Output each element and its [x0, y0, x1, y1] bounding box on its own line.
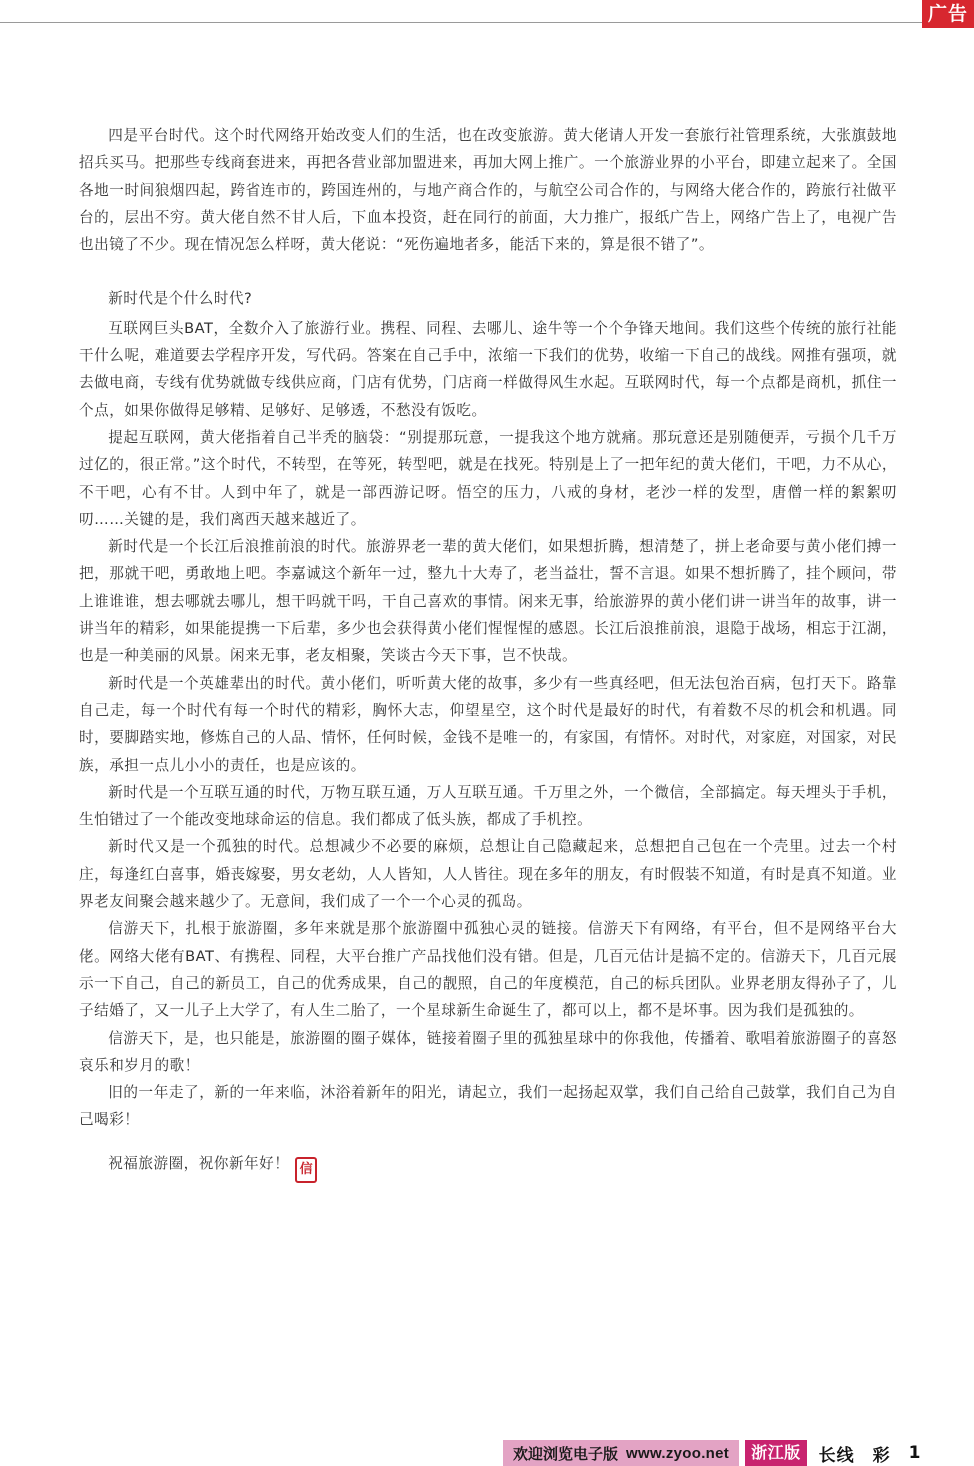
seal-icon: 信	[295, 1157, 317, 1183]
paragraph-circle-media: 信游天下，是，也只能是，旅游圈的圈子媒体，链接着圈子里的孤独星球中的你我他，传播着、歌唱着旅游圈子的喜怒哀乐和岁月的歌！	[79, 1029, 897, 1074]
footer-banner	[503, 1440, 739, 1466]
paragraph-platform-era: 四是平台时代。这个时代网络开始改变人们的生活，也在改变旅游。黄大佬请人开发一套旅行社管理系统，大张旗鼓地招兵买马。把那些专线商套进来，再把各营业部加盟进来，再加大网上推广。一个旅游业界的小平台，即建立起来了。全国各地一时间狼烟四起，跨省连市的，跨国连州的，与地产商合作的，与航空公司合作的，与网络大佬合作的，跨旅行社做平台的，层出不穷。黄大佬自然不甘人后，下血本投资，赶在同行的前面，大力推广，报纸广告上，网络广告上了，电视广告也出镜了不少。现在情况怎么样呀，黄大佬说：“死伤遍地者多，能活下来的，算是很不错了”。	[79, 127, 897, 254]
page-meta	[819, 1441, 922, 1466]
paragraph-lonely: 新时代又是一个孤独的时代。总想减少不必要的麻烦，总想让自己隐藏起来，总想把自己包在一个壳里。过去一个村庄，每逢红白喜事，婚丧嫁娶，男女老幼，人人皆知，人人皆往。现在多年的朋友，有时假装不知道，有时是真不知道。业界老友间聚会越来越少了。无意间，我们成了一个一个心灵的孤岛。	[79, 838, 897, 911]
footer-bar	[503, 1440, 921, 1466]
ad-label: 广告	[922, 0, 974, 28]
paragraph-internet-pain: 提起互联网，黄大佬指着自己半秃的脑袋：“别提那玩意，一提我这个地方就痛。那玩意还是别随便弄，亏损个几千万过亿的，很正常。”这个时代，不转型，在等死，转型吧，就是在找死。特别是上了一把年纪的黄大佬们，干吧，力不从心，不干吧，心有不甘。人到中年了，就是一部西游记呀。悟空的压力，八戒的身材，老沙一样的发型，唐僧一样的絮絮叨叨……关键的是，我们离西天越来越近了。	[79, 428, 897, 528]
article-body	[79, 122, 897, 1183]
paragraph-internet-giants: 互联网巨头BAT，全数介入了旅游行业。携程、同程、去哪儿、途牛等一个个争锋天地间。我们这些个传统的旅行社能干什么呢，难道要去学程序开发，写代码。答案在自己手中，浓缩一下我们的优势，收缩一下自己的战线。网推有强项，就去做电商，专线有优势就做专线供应商，门店有优势，门店商一样做得风生水起。互联网时代，每一个点都是商机，抓住一个点，如果你做得足够精、足够好、足够透，不愁没有饭吃。	[79, 319, 897, 419]
edition-badge: 浙江版	[745, 1440, 807, 1466]
paragraph-new-year: 旧的一年走了，新的一年来临，沐浴着新年的阳光，请起立，我们一起扬起双掌，我们自己给自己鼓掌，我们自己为自己喝彩！	[79, 1084, 897, 1129]
section-name: 彩	[872, 1445, 891, 1466]
page-number: 1	[908, 1443, 922, 1463]
footer-url-link[interactable]: www.zyoo.net	[626, 1444, 730, 1462]
closing-blessing	[79, 1150, 897, 1183]
section-question: 新时代是个什么时代?	[108, 290, 253, 308]
paragraph-heroes: 新时代是一个英雄辈出的时代。黄小佬们，听听黄大佬的故事，多少有一些真经吧，但无法包治百病，包打天下。路靠自己走，每一个时代有每一个时代的精彩，胸怀大志，仰望星空，这个时代是最好的时代，有着数不尽的机会和机遇。同时，要脚踏实地，修炼自己的人品、情怀，任何时候，金钱不是唯一的，有家国，有情怀。对时代，对家庭，对国家，对民族，承担一点儿小小的责任，也是应该的。	[79, 674, 897, 774]
paragraph-xinyou-link: 信游天下，扎根于旅游圈，多年来就是那个旅游圈中孤独心灵的链接。信游天下有网络，有平台，但不是网络平台大佬。网络大佬有BAT、有携程、同程，大平台推广产品找他们没有错。但是，几百元估计是搞不定的。信游天下，几百元展示一下自己，自己的新员工，自己的优秀成果，自己的靓照，自己的年度模范，自己的标兵团队。业界老朋友得孙子了，儿子结婚了，又一儿子上大学了，有人生二胎了，一个星球新生命诞生了，都可以上，都不是坏事。因为我们是孤独的。	[79, 920, 897, 1020]
publication-name: 长线	[818, 1445, 855, 1466]
top-rule	[0, 22, 922, 23]
footer-banner-text: 欢迎浏览电子版	[513, 1444, 619, 1463]
paragraph-interconnect: 新时代是一个互联互通的时代，万物互联互通，万人互联互通。千万里之外，一个微信，全部搞定。每天埋头于手机，生怕错过了一个能改变地球命运的信息。我们都成了低头族，都成了手机控。	[79, 783, 897, 829]
closing-text: 祝福旅游圈，祝你新年好！	[108, 1154, 290, 1172]
paragraph-waves: 新时代是一个长江后浪推前浪的时代。旅游界老一辈的黄大佬们，如果想折腾，想清楚了，拼上老命要与黄小佬们搏一把，那就干吧，勇敢地上吧。李嘉诚这个新年一过，整九十大寿了，老当益壮，誓不言退。如果不想折腾了，挂个顾问，带上谁谁谁，想去哪就去哪儿，想干吗就干吗，干自己喜欢的事情。闲来无事，给旅游界的黄小佬们讲一讲当年的故事，讲一讲当年的精彩，如果能提携一下后辈，多少也会获得黄小佬们惺惺惺的感恩。长江后浪推前浪，退隐于战场，相忘于江湖，也是一种美丽的风景。闲来无事，老友相聚，笑谈古今天下事，岂不快哉。	[79, 538, 897, 665]
